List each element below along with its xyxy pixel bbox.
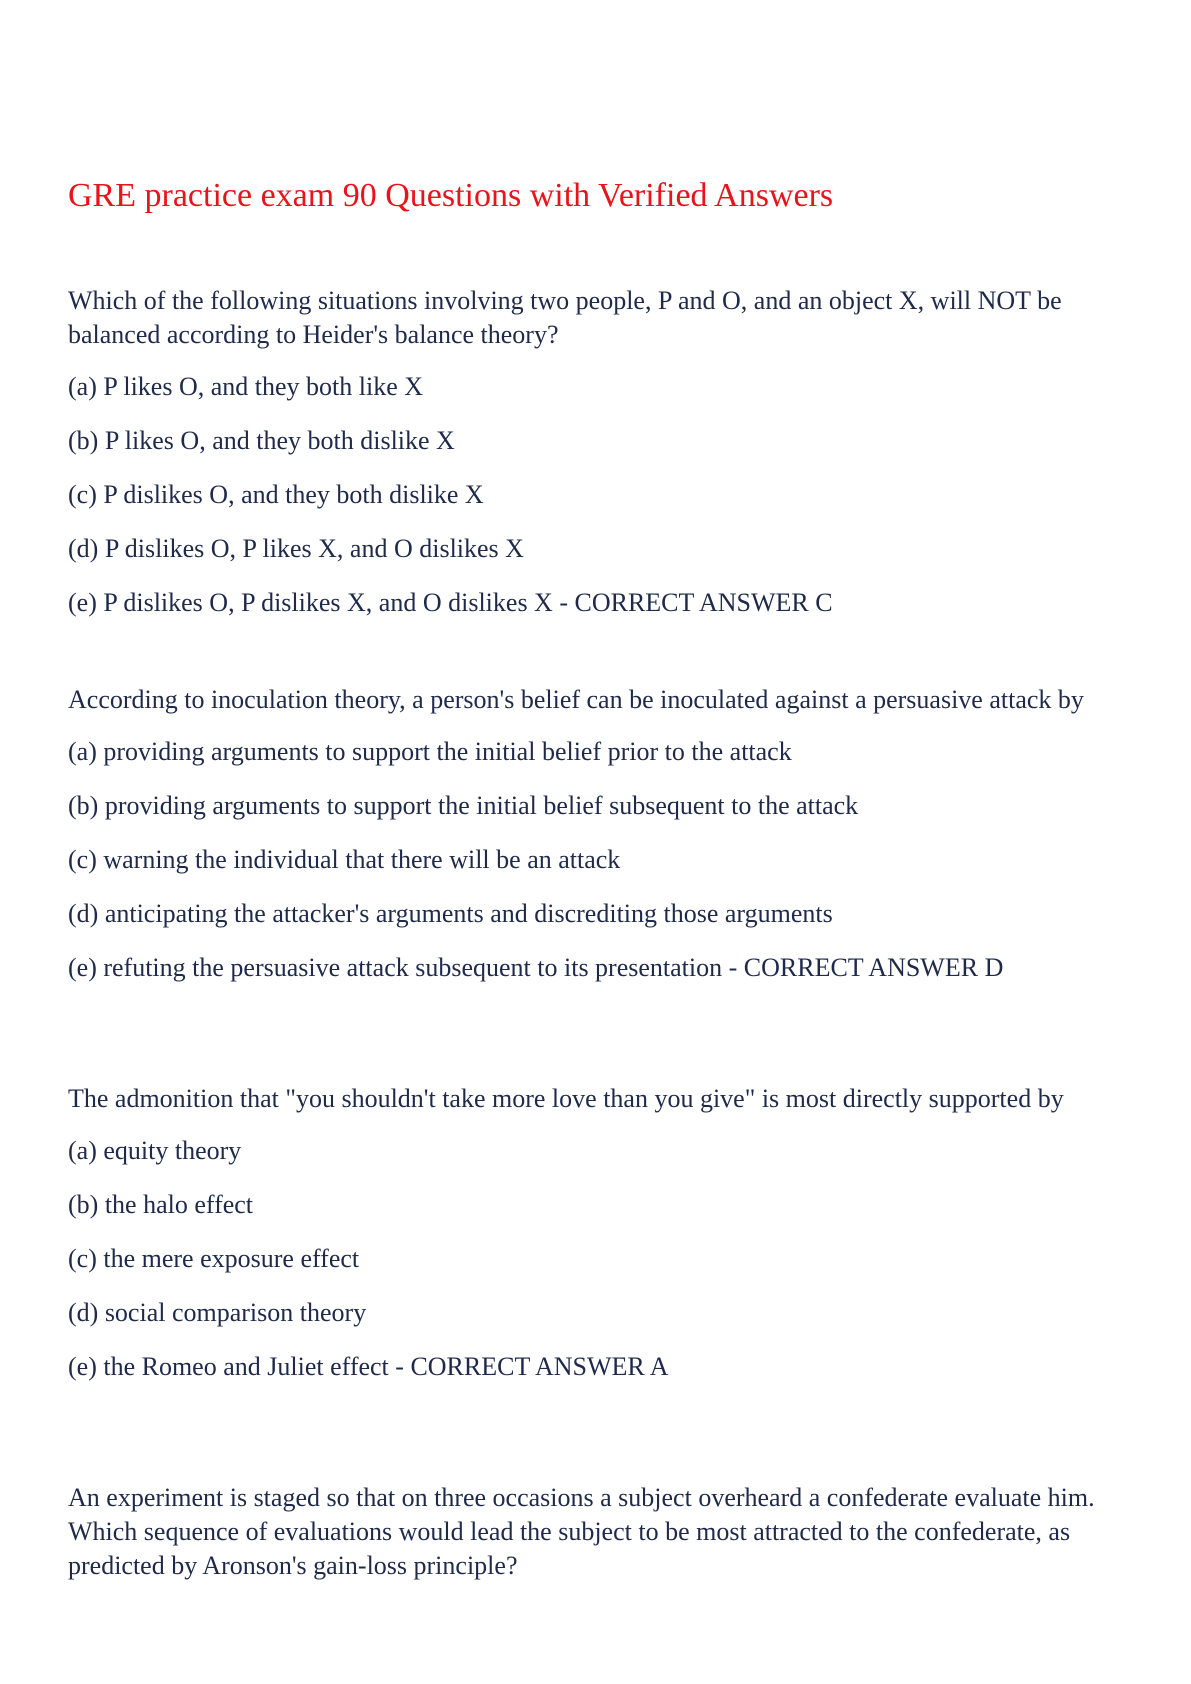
answer-option: (a) providing arguments to support the initial belief prior to the attack bbox=[68, 737, 792, 766]
question-stem: An experiment is staged so that on three occasions a subject overheard a confederate evaluate him. Which sequence of evaluations would lead the subject to be most attracted to the confederate, as predicted by Aronson's gain-loss principle? bbox=[68, 1483, 1095, 1580]
answer-options bbox=[68, 1134, 1128, 1384]
question-stem: Which of the following situations involving two people, P and O, and an object X, will NOT be balanced according to Heider's balance theory? bbox=[68, 286, 1062, 349]
answer-option: (e) P dislikes O, P dislikes X, and O dislikes X - CORRECT ANSWER C bbox=[68, 588, 833, 617]
answer-option: (d) P dislikes O, P likes X, and O dislikes X bbox=[68, 534, 524, 563]
answer-option: (b) providing arguments to support the initial belief subsequent to the attack bbox=[68, 791, 859, 820]
answer-option: (a) P likes O, and they both like X bbox=[68, 372, 424, 401]
document-title: GRE practice exam 90 Questions with Verified Answers bbox=[68, 177, 834, 214]
answer-option: (e) refuting the persuasive attack subsequent to its presentation - CORRECT ANSWER D bbox=[68, 953, 1004, 982]
question-stem: According to inoculation theory, a person's belief can be inoculated against a persuasive attack by bbox=[68, 685, 1084, 714]
question-4 bbox=[68, 1481, 1128, 1583]
answer-option: (a) equity theory bbox=[68, 1136, 242, 1165]
answer-option: (d) anticipating the attacker's arguments and discrediting those arguments bbox=[68, 899, 833, 928]
question-3 bbox=[68, 1082, 1128, 1384]
answer-option: (b) P likes O, and they both dislike X bbox=[68, 426, 455, 455]
answer-option: (d) social comparison theory bbox=[68, 1298, 367, 1327]
answer-option: (e) the Romeo and Juliet effect - CORRECT ANSWER A bbox=[68, 1352, 669, 1381]
answer-options bbox=[68, 735, 1128, 985]
answer-option: (c) P dislikes O, and they both dislike X bbox=[68, 480, 484, 509]
answer-options bbox=[68, 370, 1128, 620]
question-2 bbox=[68, 683, 1128, 985]
question-stem: The admonition that "you shouldn't take more love than you give" is most directly supported by bbox=[68, 1084, 1064, 1113]
answer-option: (c) the mere exposure effect bbox=[68, 1244, 360, 1273]
answer-option: (c) warning the individual that there will be an attack bbox=[68, 845, 621, 874]
question-1 bbox=[68, 284, 1128, 620]
answer-option: (b) the halo effect bbox=[68, 1190, 254, 1219]
